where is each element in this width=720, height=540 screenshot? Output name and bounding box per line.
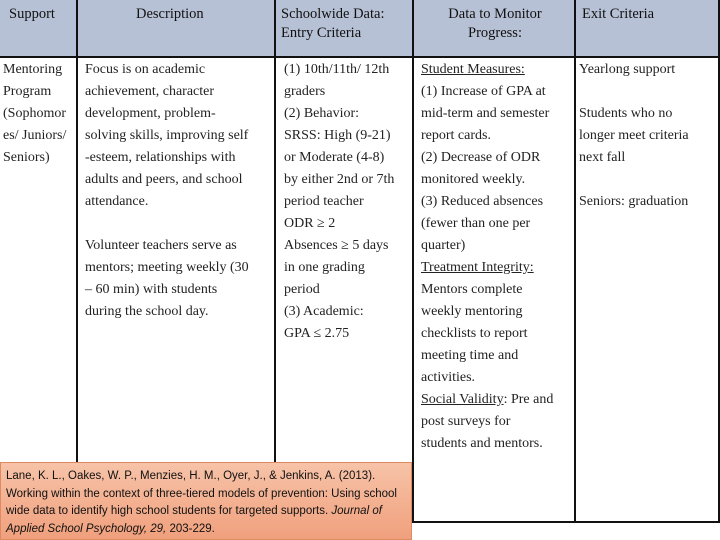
cell-line xyxy=(579,81,689,103)
cell-line: Mentors complete xyxy=(421,282,523,297)
cell-line: development, problem- xyxy=(85,106,216,121)
cell-line: quarter) xyxy=(421,238,466,253)
cell-line: Mentoring xyxy=(3,62,63,77)
cell-line: next fall xyxy=(579,150,626,165)
cell-line: mentors; meeting weekly (30 xyxy=(85,260,249,275)
cell-line: (Sophomor xyxy=(3,106,66,121)
cell-line: activities. xyxy=(421,370,476,385)
cell-line: during the school day. xyxy=(85,304,209,319)
cell-line: GPA ≤ 2.75 xyxy=(284,326,350,341)
cell-line: by either 2nd or 7th xyxy=(284,172,395,187)
cell-line: meeting time and xyxy=(421,348,519,363)
column-divider xyxy=(274,0,276,521)
cell-line: Treatment Integrity: xyxy=(421,260,534,275)
cell-line: (fewer than one per xyxy=(421,216,531,231)
citation-box xyxy=(0,462,412,540)
cell-entry-criteria xyxy=(284,59,394,345)
cell-line: – 60 min) with students xyxy=(85,282,218,297)
cell-line: (1) 10th/11th/ 12th xyxy=(284,62,390,77)
header-support: Support xyxy=(9,6,55,22)
cell-line: Volunteer teachers serve as xyxy=(85,238,237,253)
cell-line: Students who no xyxy=(579,106,673,121)
column-divider xyxy=(412,0,414,521)
cell-line: (3) Academic: xyxy=(284,304,364,319)
header-entry-criteria: Schoolwide Data: Entry Criteria xyxy=(281,6,385,41)
cell-line: achievement, character xyxy=(85,84,215,99)
cell-line: Yearlong support xyxy=(579,62,676,77)
cell-line: (2) Behavior: xyxy=(284,106,360,121)
cell-support xyxy=(3,59,66,169)
cell-monitor-progress xyxy=(421,59,553,455)
column-divider xyxy=(76,0,78,521)
cell-line: checklists to report xyxy=(421,326,528,341)
citation-pages: 203-229. xyxy=(169,522,215,535)
cell-line: in one grading xyxy=(284,260,365,275)
cell-line: attendance. xyxy=(85,194,149,209)
cell-line: SRSS: High (9-21) xyxy=(284,128,391,143)
cell-description xyxy=(85,59,249,323)
cell-line: Absences ≥ 5 days xyxy=(284,238,389,253)
cell-line: Seniors: graduation xyxy=(579,194,689,209)
cell-line: mid-term and semester xyxy=(421,106,550,121)
cell-line: (3) Reduced absences xyxy=(421,194,544,209)
header-description: Description xyxy=(136,6,204,22)
column-divider xyxy=(574,0,576,521)
cell-line: longer meet criteria xyxy=(579,128,689,143)
cell-line xyxy=(579,169,689,191)
cell-line: monitored weekly. xyxy=(421,172,526,187)
cell-line: graders xyxy=(284,84,326,99)
cell-line: report cards. xyxy=(421,128,491,143)
cell-line: Social Validity: Pre and xyxy=(421,392,554,407)
citation-journal: Journal of Applied School Psychology, 29, xyxy=(6,505,382,535)
cell-line: ODR ≥ 2 xyxy=(284,216,336,231)
cell-line: es/ Juniors/ xyxy=(3,128,67,143)
cell-line: Program xyxy=(3,84,52,99)
cell-line: -esteem, relationships with xyxy=(85,150,236,165)
cell-line: adults and peers, and school xyxy=(85,172,243,187)
cell-line xyxy=(85,213,249,235)
header-monitor-progress: Data to Monitor Progress: xyxy=(448,6,542,41)
header-exit-criteria: Exit Criteria xyxy=(582,6,655,22)
cell-line: or Moderate (4-8) xyxy=(284,150,385,165)
cell-line: weekly mentoring xyxy=(421,304,523,319)
cell-line: (2) Decrease of ODR xyxy=(421,150,541,165)
cell-line: period xyxy=(284,282,320,297)
citation-text: Lane, K. L., Oakes, W. P., Menzies, H. M., Oyer, J., & Jenkins, A. (2013). Working within the context of three-tiered models of prevention: Using school wide data to identify high school students for targeted supports. xyxy=(6,470,397,517)
cell-line: Student Measures: xyxy=(421,62,525,77)
cell-line: Focus is on academic xyxy=(85,62,206,77)
cell-line: Seniors) xyxy=(3,150,50,165)
cell-line: solving skills, improving self xyxy=(85,128,249,143)
cell-line: (1) Increase of GPA at xyxy=(421,84,546,99)
cell-line: students and mentors. xyxy=(421,436,543,451)
cell-exit-criteria xyxy=(579,59,689,213)
cell-line: period teacher xyxy=(284,194,364,209)
cell-line: post surveys for xyxy=(421,414,511,429)
